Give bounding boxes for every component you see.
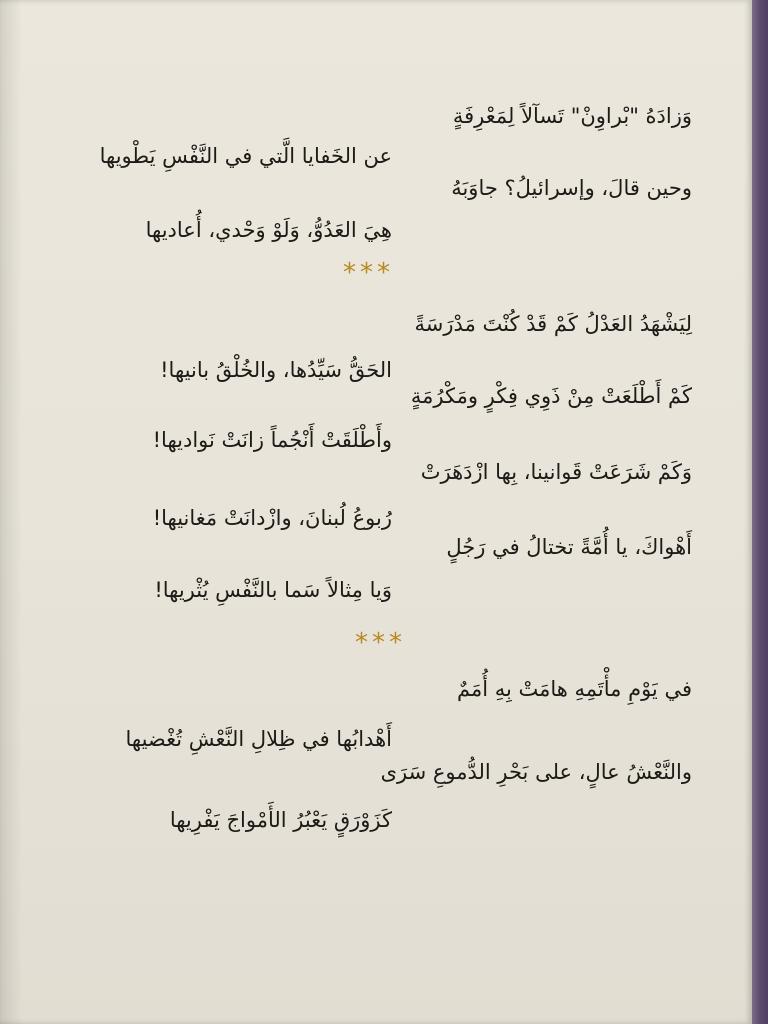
- verse-5-right: وَكَمْ شَرَعَتْ قَوانينا، بِها ازْدَهَرَتْ: [420, 460, 692, 484]
- spine-shadow: [0, 0, 22, 1024]
- stanza-separator-2: ***: [355, 628, 406, 658]
- verse-2-right: وحين قالَ، وإسرائيلُ؟ جاوَبَهُ: [451, 176, 692, 200]
- verse-5-left: رُبوعُ لُبنانَ، وازْدانَتْ مَغانيها!: [152, 506, 392, 530]
- verse-6-right: أَهْواكَ، يا أُمَّةً تختالُ في رَجُلٍ: [446, 535, 692, 559]
- verse-4-right: كَمْ أَطْلَعَتْ مِنْ ذَوِي فِكْرٍ ومَكْرُمَةٍ: [410, 384, 692, 408]
- verse-1-right: وَزادَهُ "بْراوِنْ" تَسآلاً لِمَعْرِفَةٍ: [452, 104, 692, 128]
- verse-2-left: هِيَ العَدُوُّ، وَلَوْ وَحْدي، أُعاديها: [145, 218, 392, 242]
- verse-8-right: والنَّعْشُ عالٍ، على بَحْرِ الدُّموعِ سَرَى: [380, 760, 692, 784]
- verse-7-right: في يَوْمِ مأْتَمِهِ هامَتْ بِهِ أُمَمٌ: [456, 677, 692, 701]
- verse-7-left: أَهْدابُها في ظِلالِ النَّعْشِ تُغْضيها: [125, 727, 392, 751]
- verse-8-left: كَزَوْرَقٍ يَعْبُرُ الأَمْواجَ يَفْرِيها: [169, 808, 392, 832]
- verse-4-left: وأَطْلَقَتْ أَنْجُماً زانَتْ نَواديها!: [152, 428, 392, 452]
- verse-1-left: عن الخَفايا الَّتي في النَّفْسِ يَطْويها: [99, 144, 392, 168]
- verse-3-right: لِيَشْهَدُ العَدْلُ كَمْ قَدْ كُنْتَ مَدْرَسَةً: [414, 312, 692, 336]
- stanza-separator-1: ***: [343, 258, 394, 288]
- verse-6-left: وَيا مِثالاً سَما بالنَّفْسِ يُثْريها!: [154, 578, 392, 602]
- verse-3-left: الحَقُّ سَيِّدُها، والخُلْقُ بانيها!: [160, 358, 392, 382]
